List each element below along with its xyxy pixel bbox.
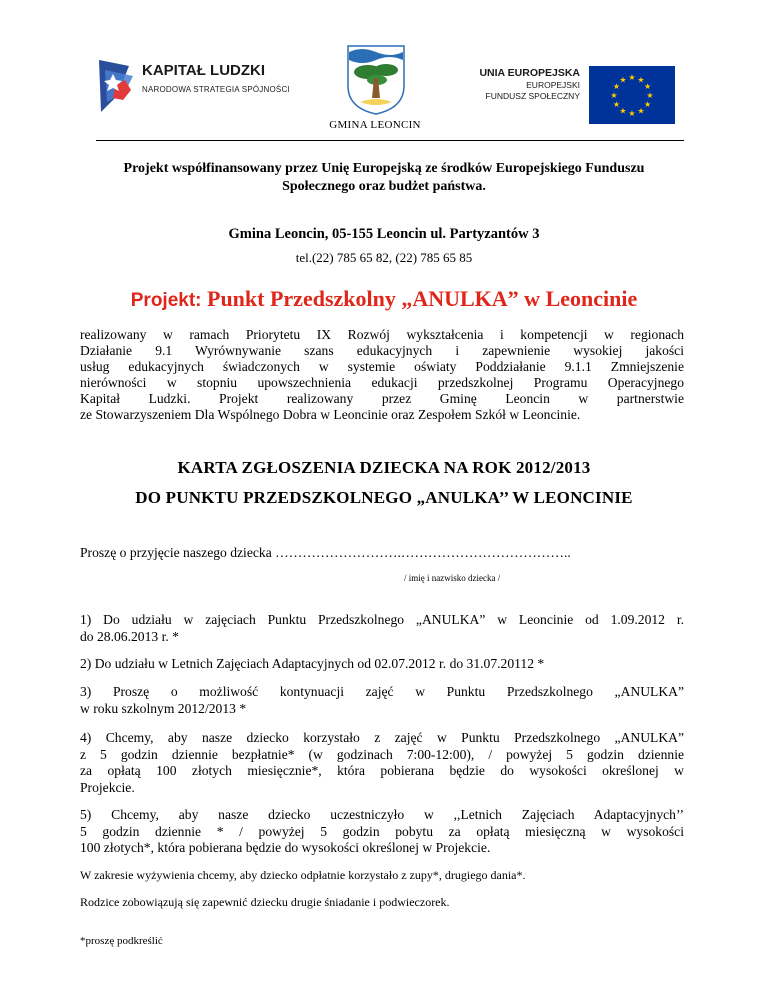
- eu-star-icon: ★: [628, 73, 636, 82]
- eu-flag-icon: [589, 66, 675, 124]
- option-line: do 28.06.2013 r. *: [80, 628, 179, 644]
- project-name: Punkt Przedszkolny „ANULKA” w Leoncinie: [207, 286, 638, 311]
- option-5: [80, 807, 684, 857]
- option-1: [80, 612, 684, 645]
- header-divider: [96, 140, 684, 141]
- form-title-line-2: DO PUNKTU PRZEDSZKOLNEGO „ANULKA’’ W LEONCINIE: [135, 488, 633, 507]
- eu-star-icon: ★: [637, 106, 645, 116]
- eu-text: [458, 66, 580, 102]
- eu-star-icon: ★: [637, 75, 645, 85]
- kapital-ludzki-subtitle: NARODOWA STRATEGIA SPÓJNOŚCI: [142, 85, 290, 94]
- description-line: nierówności w stopniu upowszechnienia edukacji przedszkolnej Programu Operacyjnego: [80, 375, 684, 390]
- option-3: [80, 684, 684, 717]
- eu-star-icon: ★: [646, 91, 654, 100]
- eu-star-icon: ★: [644, 82, 652, 91]
- description-line: ze Stowarzyszeniem Dla Wspólnego Dobra w Leoncinie oraz Zespołem Szkół w Leoncinie.: [80, 407, 581, 422]
- meal-note: W zakresie wyżywienia chcemy, aby dziecko odpłatnie korzystało z zupy*, drugiego dania*.: [80, 868, 526, 882]
- child-name-request: Proszę o przyjęcie naszego dziecka ……………………….………………………………..: [80, 545, 571, 560]
- description-line: Działanie 9.1 Wyrównywanie szans edukacyjnych i zapewnienie wysokiej jakości: [80, 343, 684, 358]
- description-line: usług edukacyjnych świadczonych w systemie oświaty Poddziałanie 9.1.1 Zmniejszenie: [80, 359, 684, 374]
- eu-line3: FUNDUSZ SPOŁECZNY: [485, 91, 580, 101]
- footnote: *proszę podkreślić: [80, 935, 163, 947]
- eu-star-icon: ★: [619, 75, 627, 85]
- eu-line1: UNIA EUROPEJSKA: [479, 67, 580, 79]
- description-line: realizowany w ramach Priorytetu IX Rozwój wykształcenia i kompetencji w regionach: [80, 327, 684, 342]
- eu-star-icon: ★: [610, 91, 618, 100]
- option-line: 100 złotych*, która pobierana będzie do wysokości określonej w Projekcie.: [80, 840, 491, 855]
- option-line: z 5 godzin dziennie bezpłatnie* (w godzinach 7:00-12:00), / powyżej 5 godzin dziennie: [80, 746, 684, 762]
- gmina-leoncin-crest: [330, 42, 422, 116]
- cofinance-line-1: Projekt współfinansowany przez Unię Europejską ze środków Europejskiego Funduszu: [123, 161, 645, 176]
- eu-logo: [458, 66, 658, 126]
- phone: tel.(22) 785 65 82, (22) 785 65 85: [295, 250, 473, 265]
- eu-star-icon: ★: [628, 109, 636, 118]
- form-title-line-1: KARTA ZGŁOSZENIA DZIECKA NA ROK 2012/2013: [177, 458, 591, 477]
- gmina-caption: GMINA LEONCIN: [329, 119, 421, 131]
- option-line: za opłatą 100 złotych miesięcznie*, która pobierana będzie do wysokości określonej w: [80, 763, 684, 778]
- kapital-ludzki-title: KAPITAŁ LUDZKI: [142, 62, 266, 79]
- option-line: 2) Do udziału w Letnich Zajęciach Adaptacyjnych od 02.07.2012 r. do 31.07.20112 *: [80, 656, 545, 671]
- option-2: [80, 656, 684, 673]
- eu-star-icon: ★: [612, 82, 620, 91]
- address: Gmina Leoncin, 05-155 Leoncin ul. Partyzantów 3: [228, 226, 540, 242]
- kapital-ludzki-logo: [95, 56, 290, 116]
- option-4: [80, 730, 684, 796]
- option-line: 4) Chcemy, aby nasze dziecko korzystało z zajęć w Punktu Przedszkolnego „ANULKA”: [80, 730, 684, 745]
- eu-star-icon: ★: [619, 106, 627, 116]
- cofinance-note: [80, 160, 688, 196]
- description-line: Kapitał Ludzki. Projekt realizowany przez Gminę Leoncin w partnerstwie: [80, 391, 684, 406]
- project-title: [80, 286, 688, 312]
- option-line: 5 godzin dziennie * / powyżej 5 godzin pobytu za opłatą miesięczną w wysokości: [80, 823, 684, 839]
- cofinance-line-2: Społecznego oraz budżet państwa.: [282, 179, 486, 194]
- project-label: Projekt:: [130, 290, 202, 311]
- option-line: Projekcie.: [80, 779, 135, 795]
- option-line: 1) Do udziału w zajęciach Punktu Przedszkolnego „ANULKA” w Leoncinie od 1.09.2012 r.: [80, 612, 684, 627]
- eu-line2: EUROPEJSKI: [526, 80, 580, 90]
- eu-star-icon: ★: [612, 100, 620, 109]
- crest-tree-icon: [330, 42, 422, 116]
- option-line: 5) Chcemy, aby nasze dziecko uczestniczyło w ,,Letnich Zajęciach Adaptacyjnych’’: [80, 807, 684, 822]
- child-name-note: / imię i nazwisko dziecka /: [404, 573, 501, 583]
- eu-star-icon: ★: [644, 100, 652, 109]
- option-line: 3) Proszę o możliwość kontynuacji zajęć w Punktu Przedszkolnego „ANULKA”: [80, 684, 684, 699]
- kapital-ludzki-emblem-icon: [95, 56, 139, 116]
- project-description: [80, 327, 684, 423]
- breakfast-note: Rodzice zobowiązują się zapewnić dziecku drugie śniadanie i podwieczorek.: [80, 895, 450, 909]
- option-line: w roku szkolnym 2012/2013 *: [80, 700, 247, 716]
